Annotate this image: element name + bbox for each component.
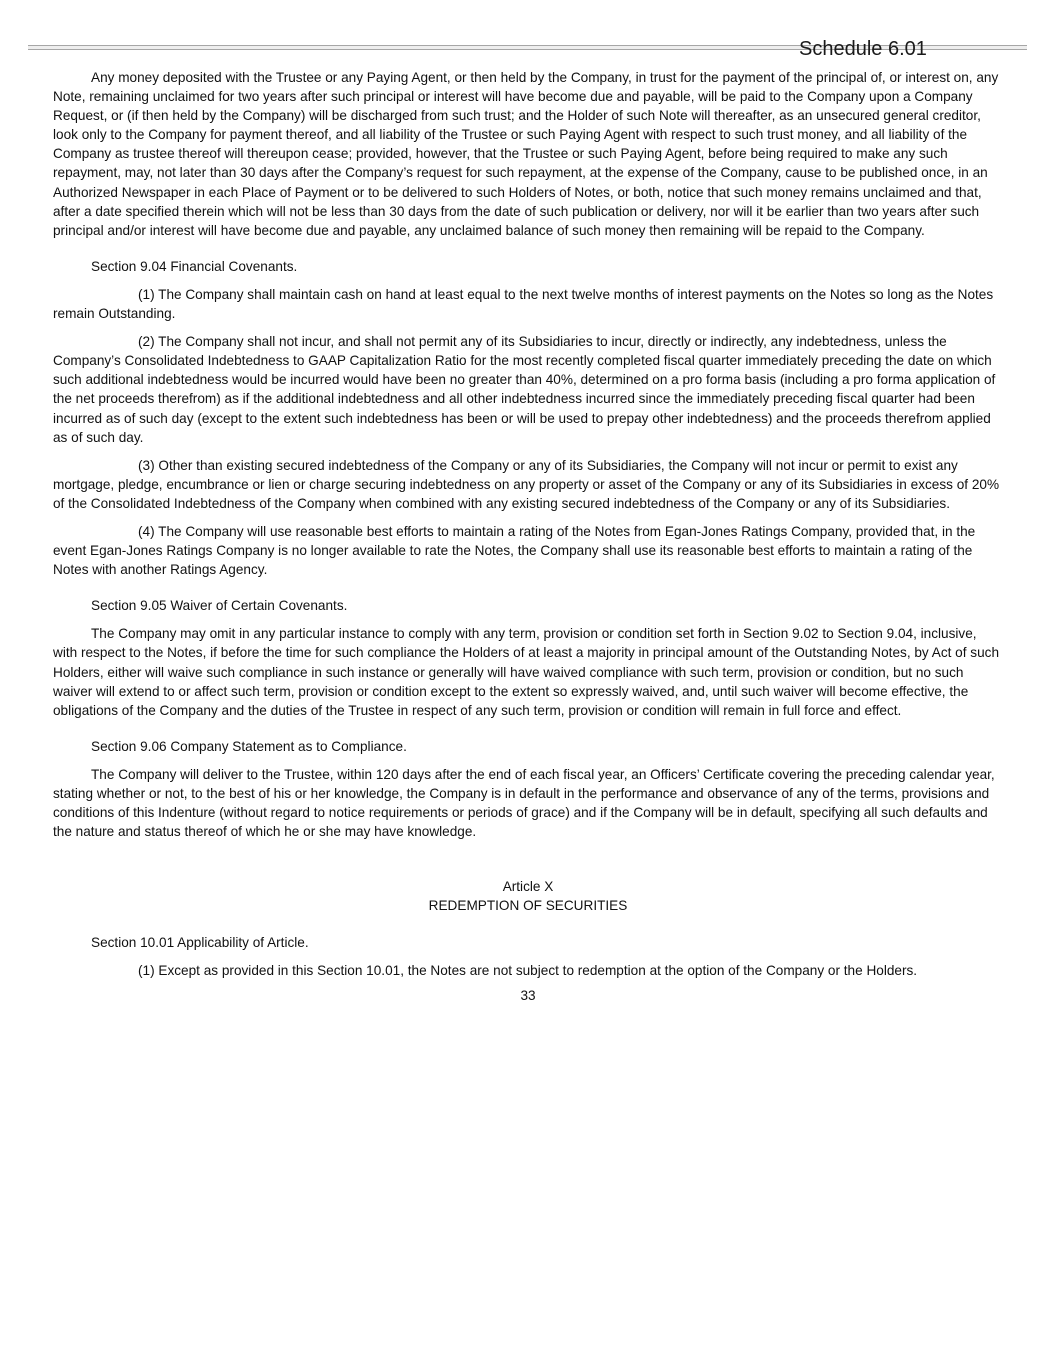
section-9-06-heading: Section 9.06 Company Statement as to Compliance. <box>91 738 407 754</box>
section-9-04-clause-4: (4) The Company will use reasonable best efforts to maintain a rating of the Notes from Egan-Jones Ratings Company, provided that, in the event Egan-Jones Ratings Company is no longer available to rate the Notes, the Company shall use its reasonable best efforts to maintain a rating of the Notes with another Ratings Agency. <box>53 523 976 578</box>
article-heading <box>53 877 1003 915</box>
section-10-01-clause-1: (1) Except as provided in this Section 10.01, the Notes are not subject to redemption at the option of the Company or the Holders. <box>138 963 918 979</box>
unclaimed-money-paragraph: Any money deposited with the Trustee or any Paying Agent, or then held by the Company, in trust for the payment of the principal of, or interest on, any Note, remaining unclaimed for two years after such principal or interest will have become due and payable, will be paid to the Company upon a Company Request, or (if then held by the Company) will be discharged from such trust; and the Holder of such Note will thereafter, as an unsecured general creditor, look only to the Company for payment thereof, and all liability of the Trustee or such Paying Agent with respect to such trust money, and all liability of the Company as trustee thereof will thereupon cease; provided, however, that the Trustee or such Paying Agent, before being required to make any such repayment, may, not later than 30 days after the Company’s request for such repayment, at the expense of the Company, cause to be published once, in an Authorized Newspaper in each Place of Payment or to be delivered to such Holders of Notes, or both, notice that such money remains unclaimed and that, after a date specified therein which will not be less than 30 days from the date of such publication or delivery, nor will it be earlier than two years after such principal and/or interest will have become due and payable, any unclaimed balance of such money then remaining will be repaid to the Company. <box>53 70 999 238</box>
section-9-04-clause-3: (3) Other than existing secured indebtedness of the Company or any of its Subsidiaries, the Company will not incur or permit to exist any mortgage, pledge, encumbrance or lien or charge securing indebtedness on any property or asset of the Company or any of its Subsidiaries in excess of 20% of the Consolidated Indebtedness of the Company when combined with any existing secured indebtedness of the Company or any of its Subsidiaries. <box>53 457 1000 511</box>
section-10-01-heading: Section 10.01 Applicability of Article. <box>91 935 309 951</box>
section-9-04-heading: Section 9.04 Financial Covenants. <box>91 258 298 274</box>
section-9-05-body: The Company may omit in any particular instance to comply with any term, provision or condition set forth in Section 9.02 to Section 9.04, inclusive, with respect to the Notes, if before the time for such compliance the Holders of at least a majority in principal amount of the Outstanding Notes, by Act of such Holders, either will waive such compliance in such instance or generally will have waived compliance with such term, provision or condition, but no such waiver will extend to or affect such term, provision or condition except to the extent so expressly waived, and, until such waiver will become effective, the obligations of the Company and the duties of the Trustee in respect of any such term, provision or condition will remain in full force and effect. <box>53 626 999 718</box>
schedule-label: Schedule 6.01 <box>799 38 927 60</box>
article-title: Article X <box>502 879 554 895</box>
page-number: 33 <box>520 988 536 1004</box>
section-9-05-heading: Section 9.05 Waiver of Certain Covenants. <box>91 598 348 614</box>
section-9-04-clause-2: (2) The Company shall not incur, and shall not permit any of its Subsidiaries to incur, directly or indirectly, any indebtedness, unless the Company’s Consolidated Indebtedness to GAAP Capitalization Ratio for the most recently completed fiscal quarter immediately preceding the date on which such additional indebtedness would be incurred would have been no greater than 40%, determined on a pro forma basis (including a pro forma application of the net proceeds therefrom) as if the additional indebtedness and all other indebtedness incurred since the immediately preceding fiscal quarter had been incurred as of such day (except to the extent such indebtedness has been or will be used to prepay other indebtedness) and the proceeds therefrom applied as of such day. <box>53 334 996 445</box>
section-9-06-body: The Company will deliver to the Trustee, within 120 days after the end of each fiscal year, an Officers’ Certificate covering the preceding calendar year, stating whether or not, to the best of his or her knowledge, the Company is in default in the performance and observance of any of the terms, provisions and conditions of this Indenture (without regard to notice requirements or periods of grace) and if the Company will be in default, specifying all such defaults and the nature and status thereof of which he or she may have knowledge. <box>53 766 995 840</box>
section-9-04-clause-1: (1) The Company shall maintain cash on hand at least equal to the next twelve months of interest payments on the Notes so long as the Notes remain Outstanding. <box>53 286 994 322</box>
document-body <box>53 68 1003 1006</box>
article-subtitle: REDEMPTION OF SECURITIES <box>428 898 628 914</box>
